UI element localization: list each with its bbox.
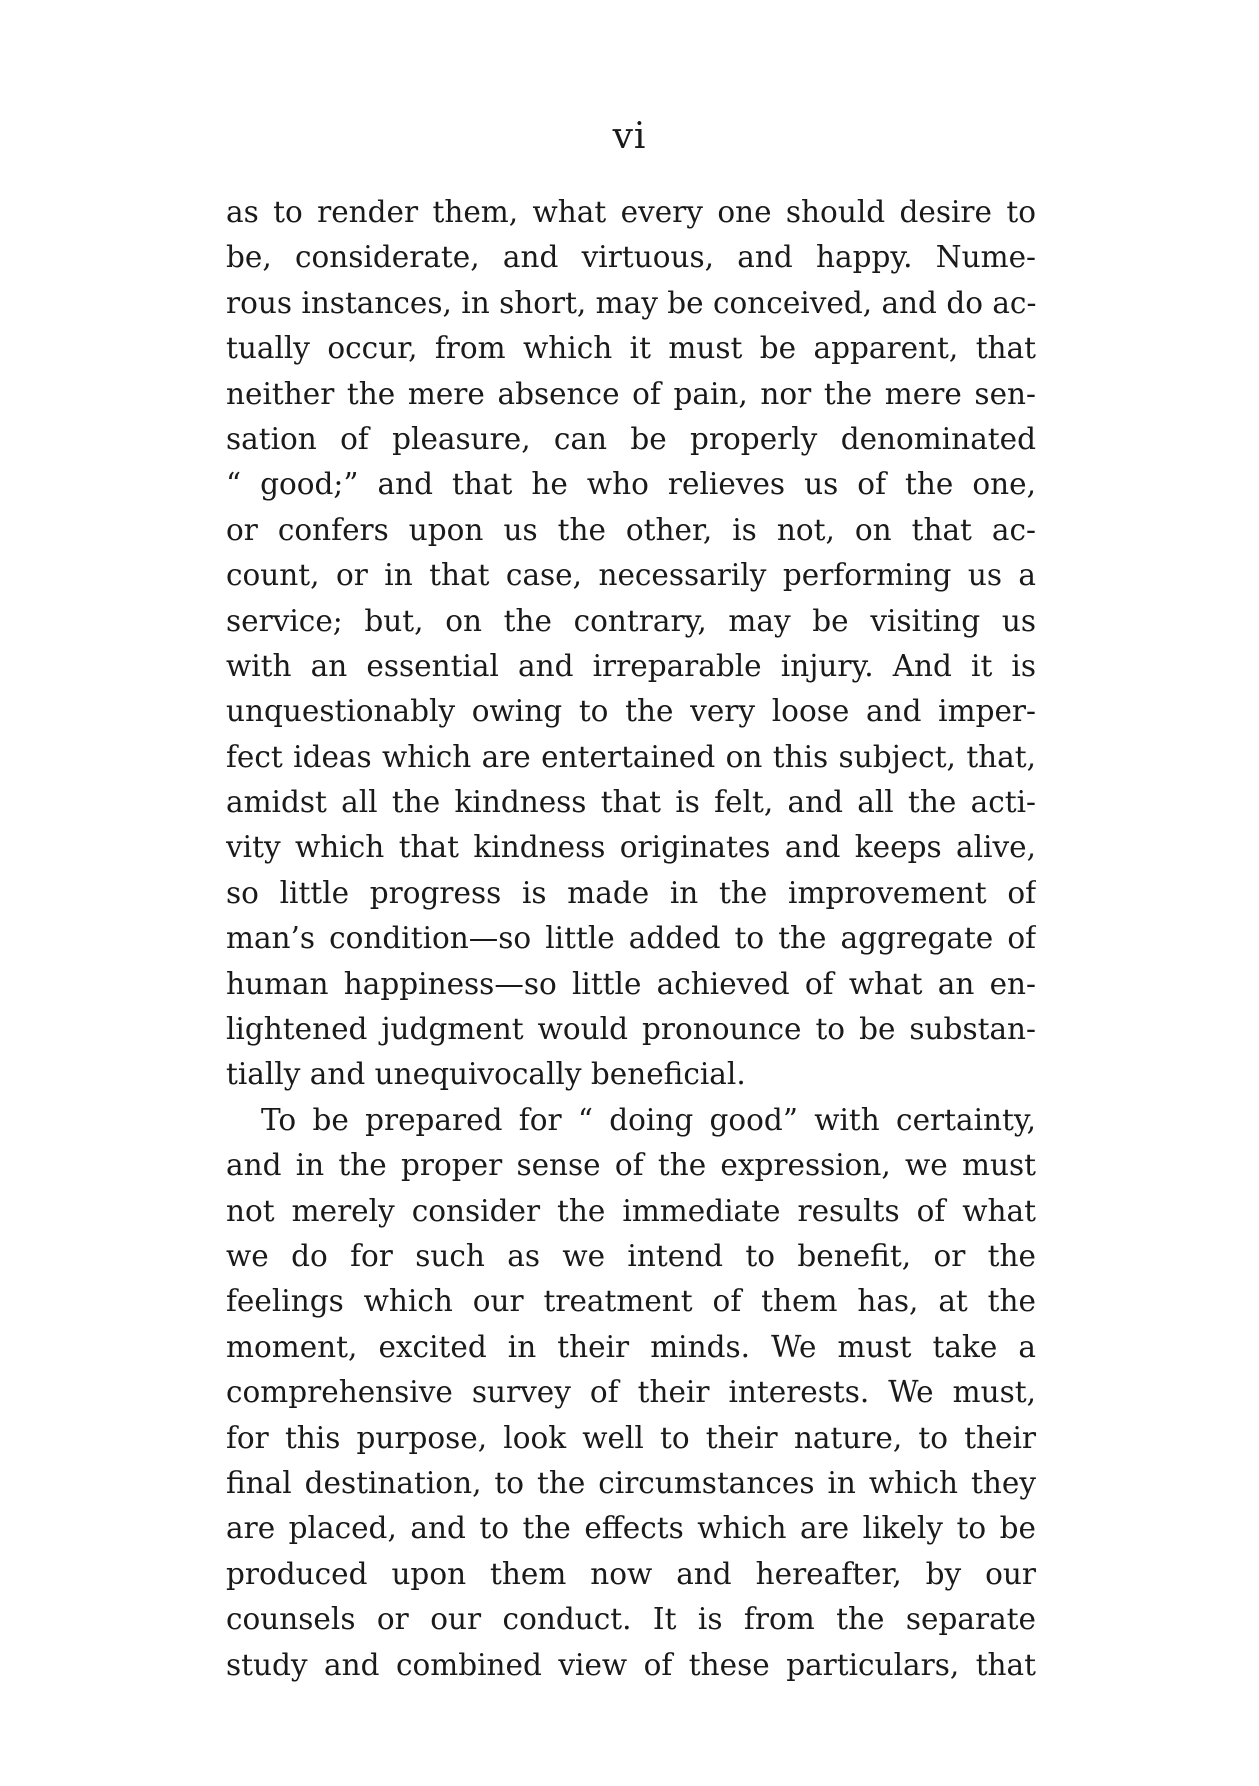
text-line: fect ideas which are entertained on this subject, that,	[226, 739, 1036, 774]
text-line: we do for such as we intend to benefit, or the	[226, 1238, 1036, 1273]
body-text	[226, 190, 1036, 1688]
text-line: comprehensive survey of their interests. We must,	[226, 1375, 1036, 1410]
text-line: for this purpose, look well to their nature, to their	[226, 1420, 1036, 1455]
text-line: tially and unequivocally beneficial.	[226, 1057, 746, 1092]
text-line: vity which that kindness originates and keeps alive,	[226, 830, 1036, 865]
text-line: unquestionably owing to the very loose and imper-	[226, 694, 1036, 729]
text-line: service; but, on the contrary, may be visiting us	[226, 603, 1036, 638]
paragraph-1	[226, 190, 1036, 1098]
text-line: feelings which our treatment of them has, at the	[226, 1284, 1036, 1319]
text-line: sation of pleasure, can be properly denominated	[226, 421, 1036, 456]
text-line: human happiness—so little achieved of what an en-	[226, 966, 1036, 1001]
text-line: neither the mere absence of pain, nor the mere sen-	[226, 376, 1036, 411]
page-number: vi	[612, 116, 647, 157]
text-line: tually occur, from which it must be apparent, that	[226, 331, 1036, 366]
text-line: lightened judgment would pronounce to be substan-	[226, 1012, 1036, 1047]
text-line: counsels or our conduct. It is from the separate	[226, 1602, 1036, 1637]
text-line: or confers upon us the other, is not, on that ac-	[226, 512, 1036, 547]
text-line: study and combined view of these particulars, that	[226, 1647, 1036, 1682]
text-line: count, or in that case, necessarily performing us a	[226, 558, 1036, 593]
paragraph-2	[226, 1098, 1036, 1688]
text-line: “ good;” and that he who relieves us of the one,	[226, 467, 1036, 502]
text-line: final destination, to the circumstances in which they	[226, 1465, 1036, 1500]
text-line: and in the proper sense of the expression, we must	[226, 1148, 1036, 1183]
text-line: rous instances, in short, may be conceived, and do ac-	[226, 285, 1036, 320]
text-line: not merely consider the immediate results of what	[226, 1193, 1036, 1228]
text-line: be, considerate, and virtuous, and happy. Nume-	[226, 240, 1036, 275]
text-line: are placed, and to the effects which are likely to be	[226, 1511, 1036, 1546]
text-line: with an essential and irreparable injury. And it is	[226, 648, 1036, 683]
text-line: amidst all the kindness that is felt, and all the acti-	[226, 785, 1036, 820]
text-line: produced upon them now and hereafter, by our	[226, 1556, 1036, 1591]
text-line: moment, excited in their minds. We must take a	[226, 1329, 1036, 1364]
text-line: as to render them, what every one should desire to	[226, 195, 1036, 229]
text-line: man’s condition—so little added to the aggregate of	[226, 921, 1036, 956]
text-line: so little progress is made in the improvement of	[226, 875, 1036, 910]
text-line: To be prepared for “ doing good” with certainty,	[261, 1102, 1036, 1137]
